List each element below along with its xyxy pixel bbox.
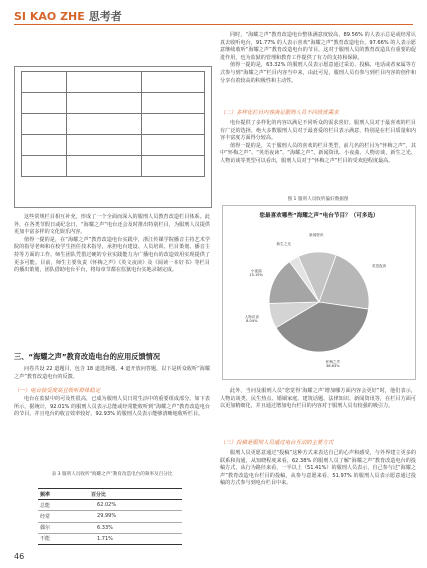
- table-cell: [142, 93, 205, 114]
- frequency-cell: 经常: [38, 511, 71, 522]
- table-cell: [67, 114, 142, 135]
- table-cell: [142, 156, 205, 177]
- slice-label: [254, 242, 314, 247]
- slice-category: 怀梅之声: [325, 359, 340, 364]
- table-cell: [67, 93, 142, 114]
- right-column-mid: [220, 120, 416, 166]
- table-row: [38, 533, 182, 544]
- frequency-cell: 不能: [38, 533, 71, 544]
- program-table: [21, 71, 205, 177]
- figure-caption: 图 1 服刑人员收听偏好数据图: [287, 197, 349, 202]
- table-row: [22, 114, 205, 135]
- table-cell: [142, 114, 205, 135]
- table-cell: [142, 135, 205, 156]
- table-cell: [22, 156, 67, 177]
- section-heading: 三、“海耀之声”教育改造电台的应用反馈情况: [14, 352, 161, 361]
- slice-category: 新生之光: [276, 241, 291, 246]
- paragraph: 值得一提的是，在“海耀之声”教育改造电台实践中，浙江传媒学院播音主持艺术学院的指导老师和在校学生担任技术指导，承担电台建设、人员培训、栏目策划、播音主持等方面的工作。师生团队凭借过硬的专业实践能力为广播电台的改造效用实现提供了更多可能。目前，师生主要负责《怀梅之声》《英文夜读》及《阅读一本好书》等栏目的播出策划，团队借助电台平台，将每章节都在监狱电台实地录制完成。: [14, 236, 210, 274]
- paragraph: 值得一提的是，关于服刑人员的喜欢的栏目类型，前几名的栏目为“怀梅之声”，其中“怀梅之声”、“英语夜读”、“海耀之声”、新闻资讯、小夜曲、人物访谈、新生之光、人物访谈等类型可以看出，服刑人员对于“怀梅之声”栏目的受欢迎程度最高。: [220, 142, 416, 164]
- pie-chart: [223, 206, 415, 379]
- slice-label: [226, 269, 286, 278]
- table-row: [38, 522, 182, 533]
- table-caption: 表 3 服刑人员收听“海耀之声”教育改造电台的频率及百分比: [51, 472, 173, 477]
- left-column-mid: [14, 366, 210, 381]
- right-column-top: [220, 32, 416, 85]
- left-column-bottom: [14, 396, 210, 419]
- subheading: （二）多样化栏目内容满足服刑人员不同欣赏需求: [220, 110, 339, 116]
- slice-value: 38.63%: [325, 364, 340, 369]
- paragraph: 同时，“海耀之声”教育改造电台整体满意度较高，89.56% 的人表示总是或经常认真去收听电台，91.77% 的人表示喜欢“海耀之声”教育改造电台，97.66% 的人表示愿意继续收听“海耀之声”教育改造电台的节目，这对于服刑人员的教育改造具有重要的促进作用，也为监狱的管理和教育工作提供了有力的支持和保障。: [220, 32, 416, 61]
- subheading: （一）电台接受度高且收听群体稳定: [14, 388, 101, 394]
- slice-category: 英语夜读: [371, 264, 387, 269]
- frequency-cell: 偶尔: [38, 522, 71, 533]
- table-cell: [67, 72, 142, 93]
- column-header: 百分比: [71, 489, 182, 500]
- slice-label: [349, 264, 409, 269]
- slice-category: 人物访谈: [244, 314, 259, 319]
- table-cell: [22, 114, 67, 135]
- table-row: [38, 500, 182, 511]
- chart-title: 您最喜欢哪些“海耀之声”电台节目？（可多选）: [259, 213, 379, 219]
- paragraph: 值得一提的是，63.32% 的服刑人员表示愿意通过采访、投稿、电话或者家属等方式参与到“海耀之声”栏目内容当中来，由此可见，服刑人员有参与到栏目内容的创作和分享有着较高的积极性和主动性。: [220, 62, 416, 84]
- paragraph: 电台在监狱中的可及性很高，已成为服刑人员日常生活中的重要组成部分。如下表所示，据统计，92.01% 的服刑人员表示总能或经常能收听到“海耀之声”教育改造电台的节目，并且电台的收音效率较好。92.93% 的服刑人员表示能够清晰地收听栏目。: [14, 396, 210, 418]
- table-cell: [22, 93, 67, 114]
- right-column-end: [220, 450, 416, 488]
- header-rule: [14, 24, 413, 25]
- page-header: [14, 8, 122, 24]
- frequency-table: [38, 488, 182, 545]
- slice-category: 新闻资讯: [309, 233, 324, 238]
- slice-value: 8.04%: [246, 319, 258, 324]
- subheading: （三）投稿是服刑人员通过电台互动的主要方式: [220, 440, 334, 446]
- table-cell: [142, 72, 205, 93]
- percent-cell: 6.33%: [71, 522, 182, 533]
- brand-latin: SI KAO ZHE: [14, 10, 85, 23]
- paragraph: 服刑人员更愿意通过“投稿”这种方式来表达自己的心声和感受，与外界建立更多的联系和沟通，从知晓程度来看，62.38% 的服刑人员了解“海耀之声”教育改造电台的投稿方式，从行为路径来看，一半以上（51.41%）的服刑人员表示，自己参与过“海耀之声”教育改造电台栏目的投稿，从参与意愿来看，51.97% 的服刑人员表示愿意通过投稿的方式参与到电台栏目中来。: [220, 450, 416, 487]
- paragraph: 问卷共设 22 道题目，包含 18 道选择题、4 道开放问答题，以下是析众收听“海耀之声”教育改造电台的反馈。: [14, 366, 210, 380]
- frequency-cell: 总能: [38, 500, 71, 511]
- brand-cn: 思考者: [88, 10, 122, 23]
- table-row: [22, 156, 205, 177]
- table-row: [22, 72, 205, 93]
- percent-cell: 29.99%: [71, 511, 182, 522]
- table-cell: [67, 135, 142, 156]
- pie-chart-panel: [222, 205, 416, 380]
- table-row: [22, 135, 205, 156]
- table-cell: [22, 135, 67, 156]
- paragraph: 此外，当问及服刑人员“您觉得‘海耀之声’增加哪方面内容会更好”时，他们表示，人物访谈类、民生热点、婚姻家庭、建筑话题、法律知识、新闻资讯等，在栏目方面可以更加精细化，并且通过增加电台栏目的内容对于服刑人员有较强的吸引力。: [220, 388, 416, 410]
- slice-label: [222, 315, 282, 324]
- left-column-top: [14, 214, 210, 275]
- page-number: 46: [14, 552, 25, 561]
- paragraph: 电台提供了多样化的内容以满足不同听众的需求喜好。服刑人员对于最喜欢的栏目有广泛的选择，绝大多数服刑人员对于最喜爱的栏目表示满意，特别是在栏目质量和内容丰富度方面得分较高。: [220, 120, 416, 142]
- paragraph: 这些常规栏目相互补充，形成了一个全面而深入的服刑人员教育改造栏目体系。此外，在各类节假日或纪念日，“海耀之声”电台还会及时推出特别栏目，为服刑人员提供更加丰富多样的文化娱乐内容。: [14, 214, 210, 236]
- slice-value: 15.19%: [249, 273, 263, 278]
- table-cell: [67, 156, 142, 177]
- right-column-bottom: [220, 388, 416, 411]
- table-row: [22, 93, 205, 114]
- percent-cell: 62.02%: [71, 500, 182, 511]
- slice-label: [303, 360, 363, 369]
- table-row: [38, 511, 182, 522]
- slice-label: [286, 233, 346, 238]
- table-cell: [22, 72, 67, 93]
- percent-cell: 1.71%: [71, 533, 182, 544]
- column-header: 频率: [38, 489, 71, 500]
- slice-category: 小夜曲: [250, 268, 262, 273]
- program-table-box: [14, 66, 212, 208]
